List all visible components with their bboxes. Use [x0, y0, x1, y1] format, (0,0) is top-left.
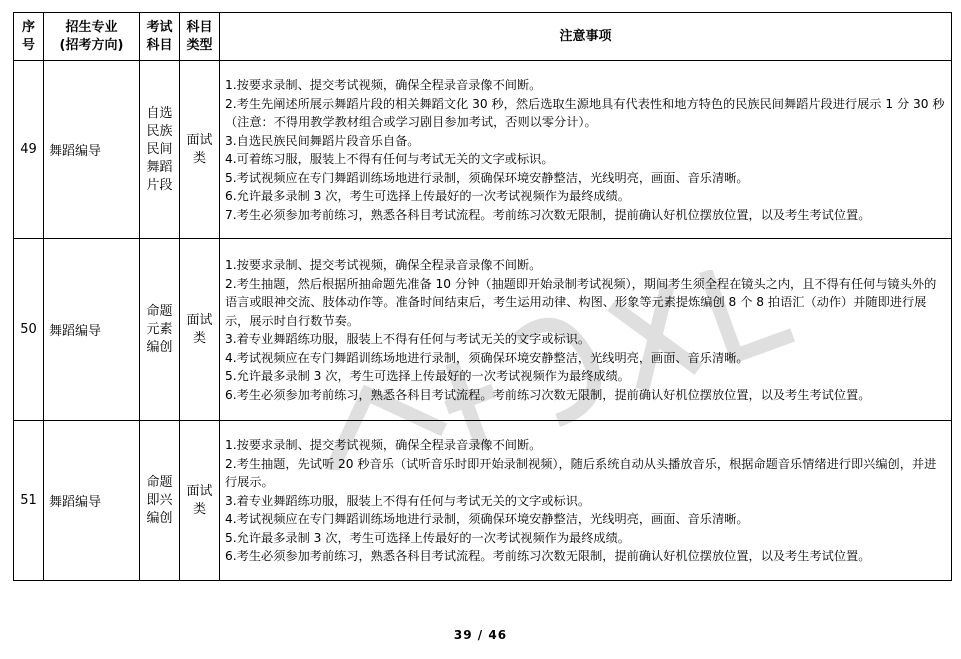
header-subject: [140, 13, 180, 61]
subject-line: 元素: [146, 321, 173, 337]
note-item: 3.着专业舞蹈练功服，服装上不得有任何与考试无关的文字或标识。: [225, 493, 591, 508]
note-item: 7.考生必须参加考前练习，熟悉各科目考试流程。考前练习次数无限制，提前确认好机位摆放位置，以及考生考试位置。: [225, 207, 871, 222]
note-item: 6.考生必须参加考前练习，熟悉各科目考试流程。考前练习次数无限制，提前确认好机位摆放位置，以及考生考试位置。: [225, 387, 871, 402]
row-kind: [180, 239, 220, 421]
row-major: 舞蹈编导: [44, 61, 140, 239]
kind-line: 面试: [186, 483, 213, 499]
note-item: 5.允许最多录制 3 次，考生可选择上传最好的一次考试视频作为最终成绩。: [225, 369, 630, 383]
note-item: 4.考试视频应在专门舞蹈训练场地进行录制，须确保环境安静整洁，光线明亮，画面、音乐清晰。: [225, 350, 749, 365]
note-item: 1.按要求录制、提交考试视频，确保全程录音录像不间断。: [225, 258, 542, 272]
header-number: [14, 13, 44, 61]
row-kind: [180, 61, 220, 239]
row-notes: [220, 239, 952, 421]
note-item: 1.按要求录制、提交考试视频，确保全程录音录像不间断。: [225, 438, 542, 453]
subject-line: 片段: [146, 177, 173, 193]
kind-line: 类: [192, 150, 206, 166]
kind-line: 面试: [186, 132, 213, 148]
header-subject-line-1: 考试: [146, 19, 173, 35]
subject-line: 命题: [146, 303, 173, 319]
row-number: 49: [14, 61, 44, 239]
kind-line: 类: [192, 501, 206, 517]
header-major: [44, 13, 140, 61]
kind-line: 面试: [186, 312, 213, 328]
subject-line: 编创: [146, 510, 173, 526]
note-item: 1.按要求录制、提交考试视频，确保全程录音录像不间断。: [225, 78, 542, 92]
subject-line: 自选: [146, 105, 173, 121]
row-major: 舞蹈编导: [44, 421, 140, 581]
note-item: 2.考生抽题，先试听 20 秒音乐（试听音乐时即开始录制视频），随后系统自动从头播放音乐，根据命题音乐情绪进行即兴编创，并进行展示。: [225, 456, 937, 490]
header-number-line-1: 序: [21, 19, 35, 35]
header-subject-line-2: 科目: [146, 37, 173, 53]
note-item: 3.着专业舞蹈练功服，服装上不得有任何与考试无关的文字或标识。: [225, 332, 591, 346]
header-kind-line-2: 类型: [186, 37, 213, 53]
note-item: 4.考试视频应在专门舞蹈训练场地进行录制，须确保环境安静整洁，光线明亮，画面、音乐清晰。: [225, 512, 749, 527]
note-item: 3.自选民族民间舞蹈片段音乐自备。: [225, 133, 420, 148]
note-item: 5.考试视频应在专门舞蹈训练场地进行录制，须确保环境安静整洁，光线明亮，画面、音乐清晰。: [225, 170, 749, 185]
row-notes: [220, 421, 952, 581]
table-row: [14, 421, 952, 581]
subject-line: 民族: [146, 123, 173, 139]
subject-line: 即兴: [146, 492, 173, 508]
subject-line: 舞蹈: [146, 159, 173, 175]
kind-line: 类: [192, 330, 206, 346]
header-number-line-2: 号: [21, 37, 35, 53]
note-item: 2.考生先阐述所展示舞蹈片段的相关舞蹈文化 30 秒，然后选取生源地具有代表性和地方特色的民族民间舞蹈片段进行展示 1 分 30 秒（注意：不得用教学教材组合或学习剧目参加考试，否则以零分计）。: [225, 96, 945, 129]
row-number: 50: [14, 239, 44, 421]
exam-requirements-table: [13, 12, 952, 581]
row-subject: [140, 239, 180, 421]
header-notes: 注意事项: [220, 13, 952, 61]
table-header-row: [14, 13, 952, 61]
subject-line: 命题: [146, 474, 173, 490]
row-notes: [220, 61, 952, 239]
row-subject: [140, 421, 180, 581]
header-major-line-1: 招生专业: [65, 19, 118, 35]
table-body: [14, 61, 952, 581]
table-row: [14, 61, 952, 239]
row-major: 舞蹈编导: [44, 239, 140, 421]
header-major-line-2: (招考方向): [59, 37, 124, 53]
header-kind: [180, 13, 220, 61]
table-row: [14, 239, 952, 421]
note-item: 5.允许最多录制 3 次，考生可选择上传最好的一次考试视频作为最终成绩。: [225, 530, 630, 545]
subject-line: 编创: [146, 339, 173, 355]
subject-line: 民间: [146, 141, 173, 157]
note-item: 2.考生抽题，然后根据所抽命题先准备 10 分钟（抽题即开始录制考试视频），期间考生须全程在镜头之内，且不得有任何与镜头外的语言或眼神交流、肢体动作等。准备时间结束后，考生运用动律、构图、形象等元素提炼编创 8 个 8 拍语汇（动作）并随即进行展示，展示时自行数节奏。: [225, 276, 937, 328]
page-number: 39 / 46: [453, 628, 508, 642]
header-kind-line-1: 科目: [186, 19, 213, 35]
note-item: 4.可着练习服，服装上不得有任何与考试无关的文字或标识。: [225, 152, 554, 166]
row-subject: [140, 61, 180, 239]
note-item: 6.考生必须参加考前练习，熟悉各科目考试流程。考前练习次数无限制，提前确认好机位摆放位置，以及考生考试位置。: [225, 549, 871, 564]
row-kind: [180, 421, 220, 581]
row-number: 51: [14, 421, 44, 581]
note-item: 6.允许最多录制 3 次，考生可选择上传最好的一次考试视频作为最终成绩。: [225, 189, 630, 203]
